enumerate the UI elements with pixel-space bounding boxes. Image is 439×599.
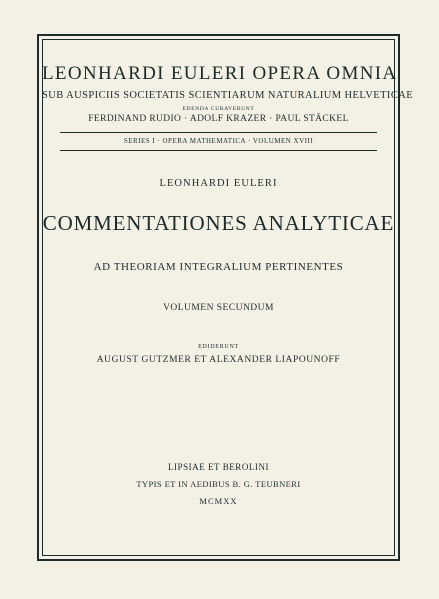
divider-bottom: [60, 150, 377, 151]
divider-top: [60, 132, 377, 133]
auspices-line: SUB AUSPICIIS SOCIETATIS SCIENTIARUM NATURALIUM HELVETICAE: [42, 90, 414, 101]
ediderunt-label: EDIDERUNT: [198, 344, 239, 350]
volume-editors: AUGUST GUTZMER ET ALEXANDER LIAPOUNOFF: [96, 355, 341, 365]
author-name: LEONHARDI EULERI: [159, 178, 278, 189]
edenda-curaverunt: EDENDA CURAVERUNT: [182, 106, 255, 112]
publication-year: MCMXX: [199, 496, 238, 506]
printer-line: TYPIS ET IN AEDIBUS B. G. TEUBNERI: [136, 479, 301, 489]
main-title: COMMENTATIONES ANALYTICAE: [42, 211, 395, 235]
publication-place: LIPSIAE ET BEROLINI: [167, 462, 270, 472]
subtitle: AD THEORIAM INTEGRALIUM PERTINENTES: [93, 261, 344, 273]
series-editors: FERDINAND RUDIO · ADOLF KRAZER · PAUL STÄCKEL: [88, 114, 349, 124]
series-title: LEONHARDI EULERI OPERA OMNIA: [42, 63, 398, 84]
volume-label: VOLUMEN SECUNDUM: [163, 303, 274, 313]
series-volume-line: SERIES I · OPERA MATHEMATICA · VOLUMEN XVIII: [123, 137, 314, 145]
